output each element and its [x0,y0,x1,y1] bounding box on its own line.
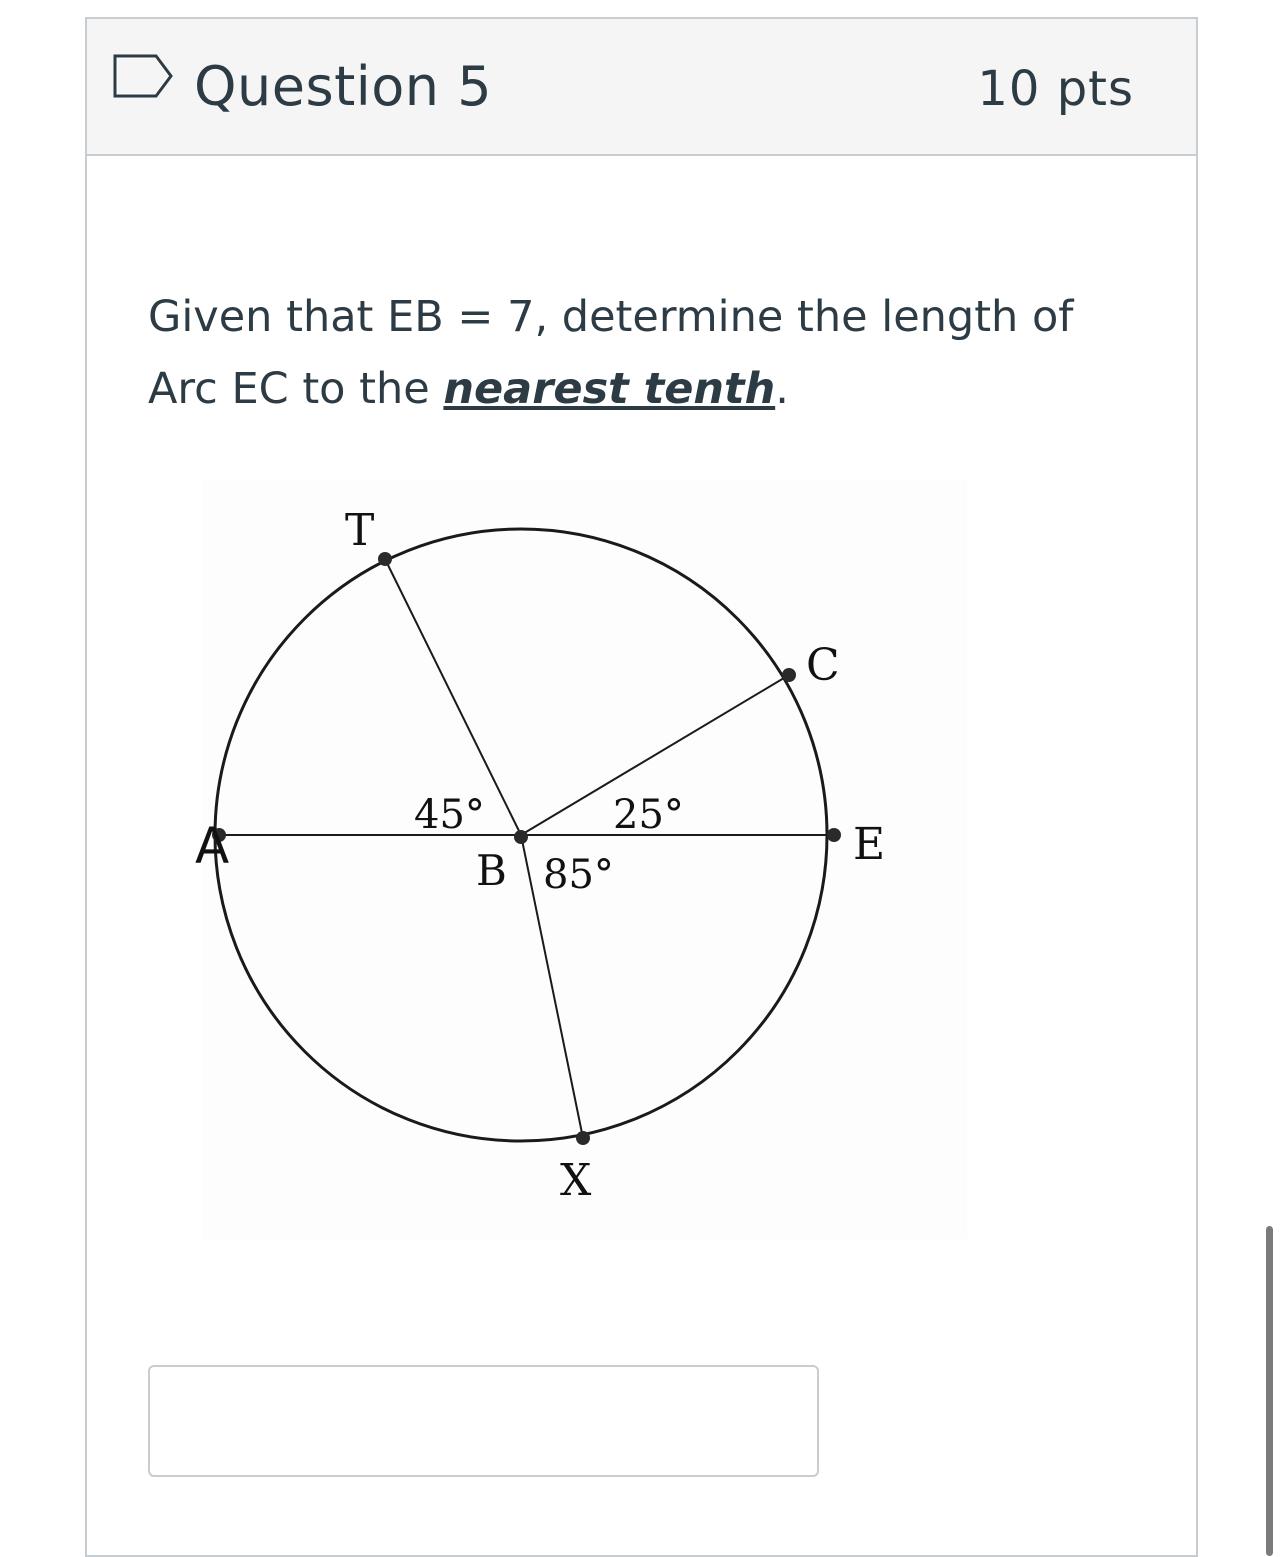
bookmark-flag-icon[interactable] [112,53,174,99]
circle-diagram [195,479,967,1239]
angle-label-ebx: 85° [543,852,614,898]
angle-label-tba: 45° [414,792,485,838]
question-text-main: Given that EB = 7, determine the length of Arc EC to the [148,292,1074,414]
point-x [576,1131,590,1145]
label-a: A [195,817,230,875]
point-c [782,668,796,682]
question-text-emphasis: nearest tenth [443,364,776,414]
scrollbar-thumb[interactable] [1266,1226,1273,1556]
label-t: T [345,505,375,556]
question-points: 10 pts [977,61,1134,117]
label-c: C [806,640,840,691]
question-text [148,281,1148,425]
angle-label-cbe: 25° [613,792,684,838]
point-e [827,828,841,842]
question-card [85,17,1198,1557]
point-t [378,552,392,566]
point-b [514,830,528,844]
answer-input[interactable] [148,1365,819,1477]
label-e: E [853,819,886,870]
question-text-period: . [775,364,789,414]
label-b: B [476,846,507,895]
question-title: Question 5 [194,55,493,118]
label-x: X [560,1155,592,1206]
question-header [87,19,1196,156]
